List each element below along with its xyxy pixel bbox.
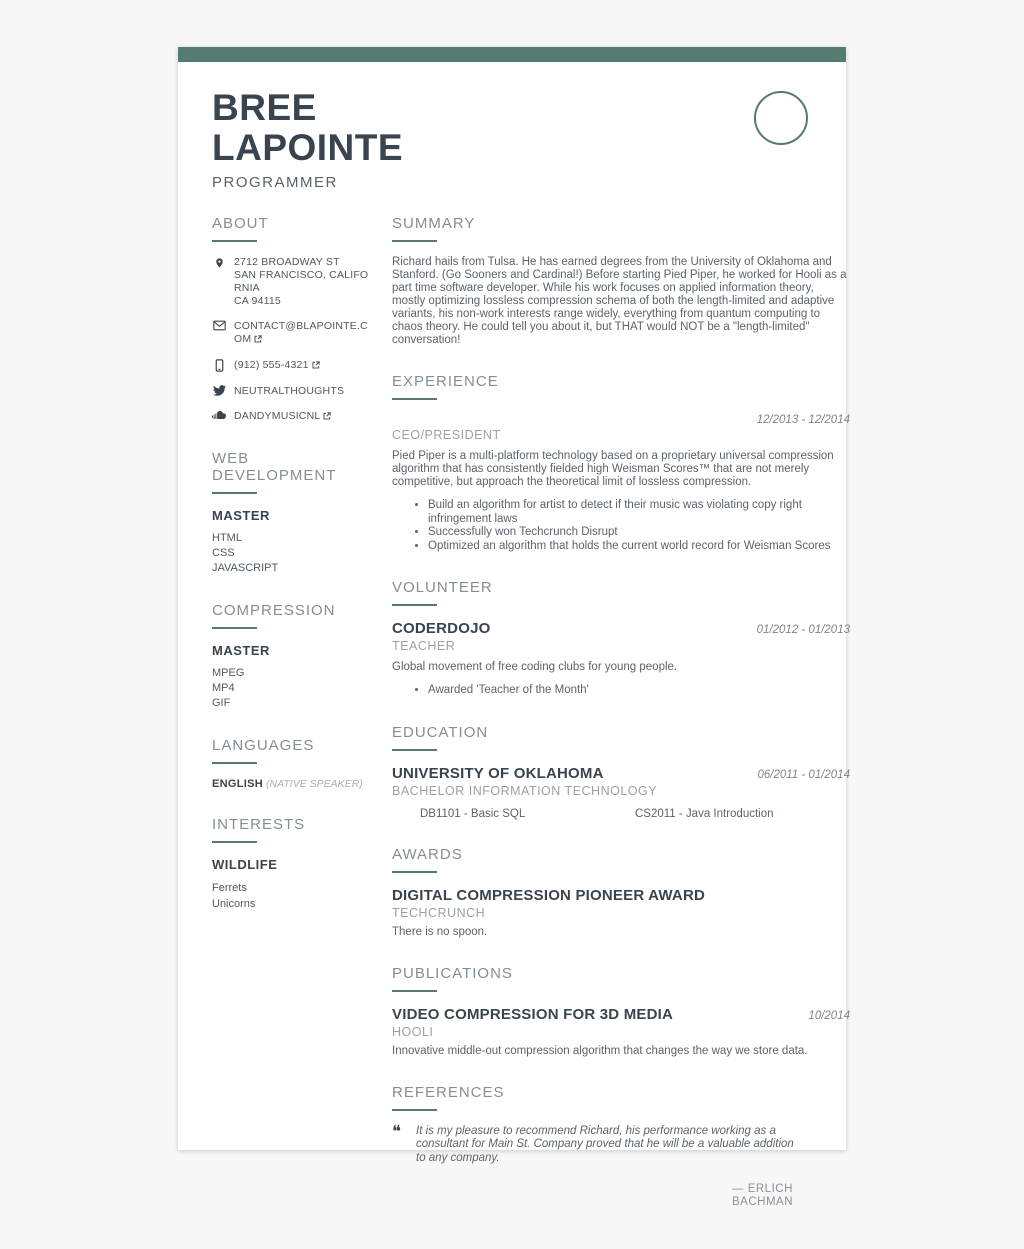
person-name-line2: LAPOINTE [212, 127, 404, 168]
publication-description: Innovative middle-out compression algorithm that changes the way we store data. [392, 1044, 808, 1057]
publication-publisher: HOOLI [392, 1024, 434, 1039]
entry-header [392, 765, 850, 782]
entry-role: TEACHER [392, 639, 456, 653]
entry-header [392, 887, 850, 904]
language-note: (NATIVE SPEAKER) [266, 778, 363, 790]
interest-category: WILDLIFE [212, 857, 278, 872]
section-underline [392, 398, 437, 400]
languages-heading: LANGUAGES [212, 737, 315, 754]
publications-heading: PUBLICATIONS [392, 964, 513, 982]
course-list [392, 808, 850, 820]
twitter-row [212, 385, 370, 398]
envelope-icon [212, 320, 226, 331]
section-publications [392, 965, 850, 1058]
email-text[interactable]: CONTACT@BLAPOINTE.COM [234, 320, 368, 345]
skill-item: MP4 [212, 682, 235, 694]
interests-heading: INTERESTS [212, 816, 306, 833]
email-row[interactable] [212, 320, 370, 347]
experience-heading: EXPERIENCE [392, 373, 499, 390]
section-education [392, 724, 850, 820]
language-name: ENGLISH [212, 778, 263, 790]
entry-header [392, 414, 850, 426]
section-experience [392, 373, 850, 553]
skill-level: MASTER [212, 508, 270, 523]
language-entry [212, 778, 370, 790]
section-underline [392, 604, 437, 606]
section-skill-compression [212, 602, 370, 711]
section-underline [212, 627, 257, 629]
volunteer-entry [392, 620, 850, 698]
external-link-icon[interactable] [323, 411, 331, 424]
skill-heading: WEB DEVELOPMENT [212, 450, 337, 484]
references-heading: REFERENCES [392, 1083, 505, 1101]
about-heading: ABOUT [212, 215, 269, 232]
entry-date: 06/2011 - 01/2014 [757, 768, 850, 781]
entry-date: 12/2013 - 12/2014 [756, 414, 850, 426]
bullet-item: • Successfully won Techcrunch Disrupt [428, 526, 850, 540]
publication-entry [392, 1006, 850, 1058]
entry-header [392, 620, 850, 637]
resume-page [178, 47, 850, 1208]
phone-row[interactable] [212, 359, 370, 373]
awards-heading: AWARDS [392, 845, 463, 863]
skill-level: MASTER [212, 643, 270, 658]
section-underline [392, 240, 437, 242]
soundcloud-icon [212, 410, 226, 420]
entry-title: CODERDOJO [392, 620, 491, 637]
skill-item: CSS [212, 547, 235, 559]
section-underline [392, 871, 437, 873]
twitter-icon [212, 385, 226, 396]
soundcloud-text[interactable]: DANDYMUSICNL [234, 410, 331, 424]
person-name [212, 88, 812, 168]
soundcloud-row[interactable] [212, 410, 370, 424]
reference-quote [392, 1121, 850, 1166]
job-title: PROGRAMMER [212, 174, 338, 191]
skill-item: MPEG [212, 667, 245, 679]
interest-item: Ferrets [212, 882, 247, 894]
entry-description: Pied Piper is a multi-platform technology based on a proprietary universal compression algorithm that has consistently fielded high Weisman Scores™ that are not merely competitive, but approach the theoretical limit of lossless compression. [392, 450, 834, 488]
award-title: DIGITAL COMPRESSION PIONEER AWARD [392, 886, 706, 904]
entry-date: 01/2012 - 01/2013 [756, 624, 850, 636]
skill-heading: COMPRESSION [212, 602, 336, 619]
address-line3: CA 94115 [234, 295, 281, 307]
experience-entry [392, 414, 850, 553]
bullet-item: • Awarded 'Teacher of the Month' [428, 684, 850, 698]
summary-heading: SUMMARY [392, 215, 476, 232]
skill-item: JAVASCRIPT [212, 562, 279, 574]
skill-item: GIF [212, 697, 231, 709]
entry-bullets [392, 684, 850, 698]
publication-title: VIDEO COMPRESSION FOR 3D MEDIA [392, 1005, 674, 1023]
attribution-line2: BACHMAN [732, 1196, 794, 1208]
section-skill-webdev [212, 450, 370, 576]
section-interests [212, 816, 370, 912]
section-awards [392, 846, 850, 939]
quote-icon: ❝ [392, 1121, 402, 1142]
photo-placeholder [754, 91, 808, 145]
section-languages [212, 737, 370, 790]
top-accent-bar [178, 47, 846, 62]
address-row [212, 256, 370, 308]
phone-text[interactable]: (912) 555-4321 [234, 359, 320, 373]
section-underline [212, 841, 257, 843]
address-line1: 2712 BROADWAY ST [234, 256, 340, 268]
header [178, 62, 846, 191]
bullet-item: • Optimized an algorithm that holds the current world record for Weisman Scores [428, 540, 850, 554]
map-pin-icon [212, 256, 226, 270]
quote-attribution [732, 1183, 850, 1209]
content [178, 191, 850, 1249]
section-underline [392, 1109, 437, 1111]
section-references [392, 1084, 850, 1210]
bullet-item: • Build an algorithm for artist to detect if their music was violating copy right infringement laws [428, 499, 850, 526]
award-entry [392, 887, 850, 939]
section-underline [392, 990, 437, 992]
section-underline [212, 492, 257, 494]
section-underline [392, 749, 437, 751]
quote-text: It is my pleasure to recommend Richard, his performance working as a consultant for Main St. Company proved that he will be a valuable addition to any company. [416, 1124, 794, 1164]
entry-role: CEO/PRESIDENT [392, 428, 501, 442]
entry-bullets [392, 499, 850, 553]
skill-item: HTML [212, 532, 242, 544]
degree-name: BACHELOR INFORMATION TECHNOLOGY [392, 783, 658, 798]
section-volunteer [392, 579, 850, 698]
course-item: CS2011 - Java Introduction [635, 807, 774, 820]
interest-item: Unicorns [212, 898, 256, 910]
address-text [234, 256, 370, 308]
twitter-handle: NEUTRALTHOUGHTS [234, 385, 345, 397]
entry-header [392, 1006, 850, 1023]
address-line2: SAN FRANCISCO, CALIFORNIA [234, 269, 369, 294]
entry-date: 10/2014 [808, 1009, 850, 1022]
education-heading: EDUCATION [392, 723, 489, 741]
summary-text: Richard hails from Tulsa. He has earned degrees from the University of Oklahoma and Stanford. (Go Sooners and Cardinal!) Before starting Pied Piper, he worked for Hooli as a part time software developer. While his work focuses on applied information theory, mostly optimizing lossless compression schema of both the length-limited and adaptive variants, his non-work interests range widely, everything from quantum computing to chaos theory. He could tell you about it, but THAT would NOT be a "length-limited" conversation! [392, 256, 847, 346]
volunteer-heading: VOLUNTEER [392, 579, 493, 596]
mobile-phone-icon [212, 359, 226, 372]
award-issuer: TECHCRUNCH [392, 905, 486, 920]
attribution-line1: — ERLICH [732, 1183, 793, 1195]
entry-description: Global movement of free coding clubs for young people. [392, 661, 678, 673]
section-summary [392, 215, 850, 347]
section-about [212, 215, 370, 424]
person-name-line1: BREE [212, 87, 317, 128]
award-description: There is no spoon. [392, 925, 488, 938]
external-link-icon[interactable] [254, 334, 262, 347]
sidebar [212, 215, 370, 1235]
course-item: DB1101 - Basic SQL [420, 807, 526, 820]
main-column [392, 215, 850, 1235]
section-underline [212, 762, 257, 764]
section-underline [212, 240, 257, 242]
school-name: UNIVERSITY OF OKLAHOMA [392, 764, 604, 782]
education-entry [392, 765, 850, 820]
external-link-icon[interactable] [312, 360, 320, 373]
